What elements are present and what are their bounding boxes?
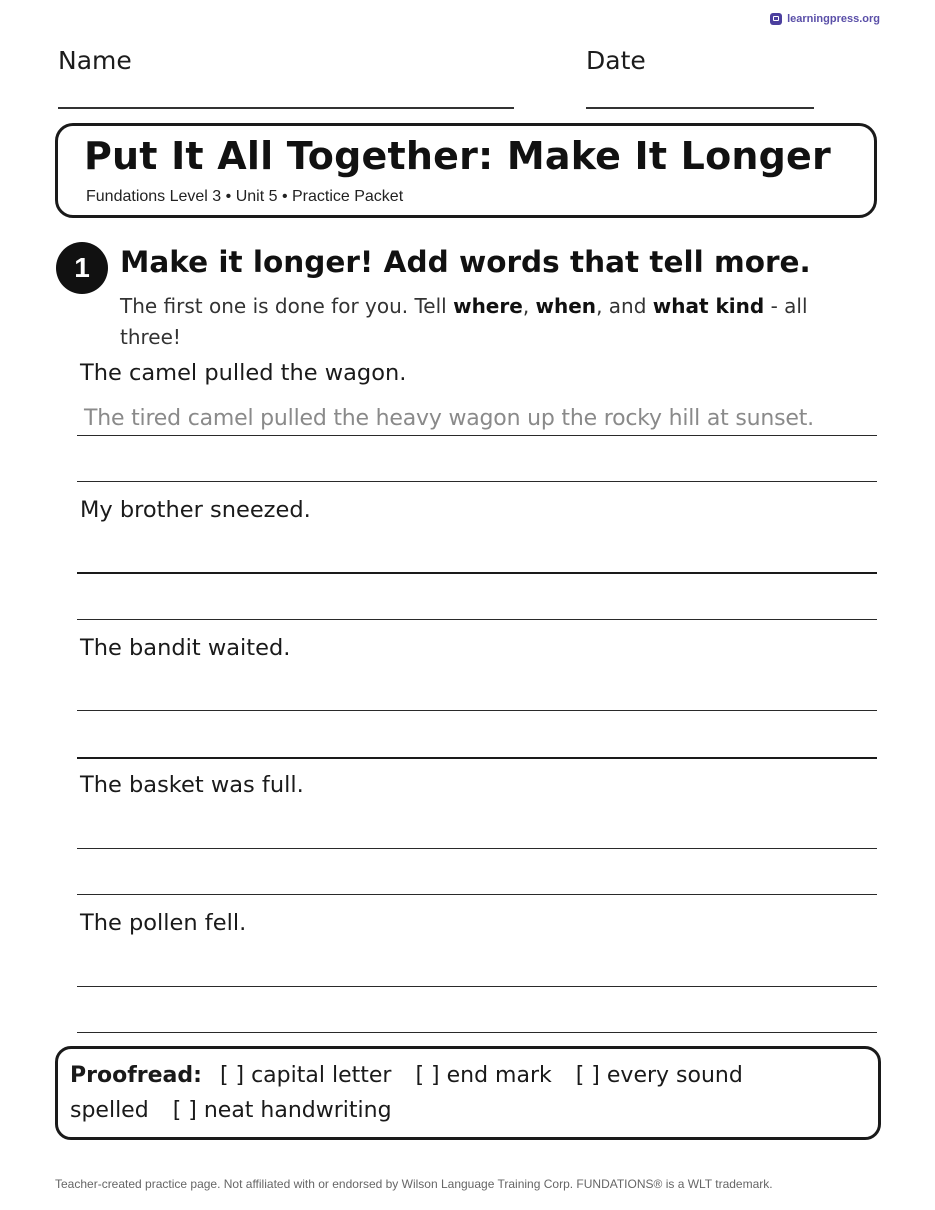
brand-text: learningpress.org [787, 13, 880, 25]
example-answer: The tired camel pulled the heavy wagon up the rocky hill at sunset. [84, 406, 814, 431]
prompt-sentence: The bandit waited. [80, 635, 291, 661]
instr-sep: , [522, 294, 536, 318]
prompt-sentence: My brother sneezed. [80, 497, 311, 523]
check-neat-handwriting[interactable]: [ ] neat handwriting [172, 1098, 392, 1123]
writing-line[interactable] [77, 986, 877, 987]
writing-line[interactable] [77, 710, 877, 711]
writing-line[interactable] [77, 894, 877, 895]
page-subtitle: Fundations Level 3 • Unit 5 • Practice Packet [86, 188, 404, 205]
writing-line[interactable] [77, 848, 877, 849]
instr-sep: , and [596, 294, 653, 318]
name-label: Name [58, 46, 132, 75]
check-end-mark[interactable]: [ ] end mark [415, 1063, 552, 1088]
title-box [55, 123, 877, 218]
writing-line[interactable] [77, 481, 877, 482]
writing-line[interactable] [77, 435, 877, 436]
writing-line[interactable] [77, 1032, 877, 1033]
date-label: Date [586, 46, 646, 75]
check-every-sound[interactable]: [ ] every sound spelled [70, 1063, 743, 1123]
prompt-sentence: The camel pulled the wagon. [80, 360, 407, 386]
writing-line[interactable] [77, 572, 877, 574]
instr-text-end: - all three! [120, 294, 808, 349]
book-icon [770, 13, 782, 25]
writing-line[interactable] [77, 757, 877, 759]
instr-text: The first one is done for you. Tell [120, 294, 454, 318]
brand-link[interactable] [770, 13, 880, 25]
check-capital-letter[interactable]: [ ] capital letter [219, 1063, 392, 1088]
task-number-badge: 1 [56, 242, 108, 294]
proofread-label: Proofread: [70, 1063, 202, 1088]
page-title: Put It All Together: Make It Longer [84, 134, 831, 178]
footer-disclaimer: Teacher-created practice page. Not affiliated with or endorsed by Wilson Language Training Corp. FUNDATIONS® is a WLT trademark. [55, 1177, 773, 1191]
prompt-sentence: The pollen fell. [80, 910, 247, 936]
writing-line[interactable] [77, 619, 877, 620]
instr-where: where [453, 294, 523, 318]
task-heading: Make it longer! Add words that tell more. [120, 245, 811, 279]
proofread-box [55, 1046, 881, 1140]
date-line[interactable] [586, 107, 814, 109]
task-instructions [120, 291, 860, 353]
prompt-sentence: The basket was full. [80, 772, 304, 798]
instr-what-kind: what kind [652, 294, 765, 318]
name-line[interactable] [58, 107, 514, 109]
instr-when: when [535, 294, 597, 318]
